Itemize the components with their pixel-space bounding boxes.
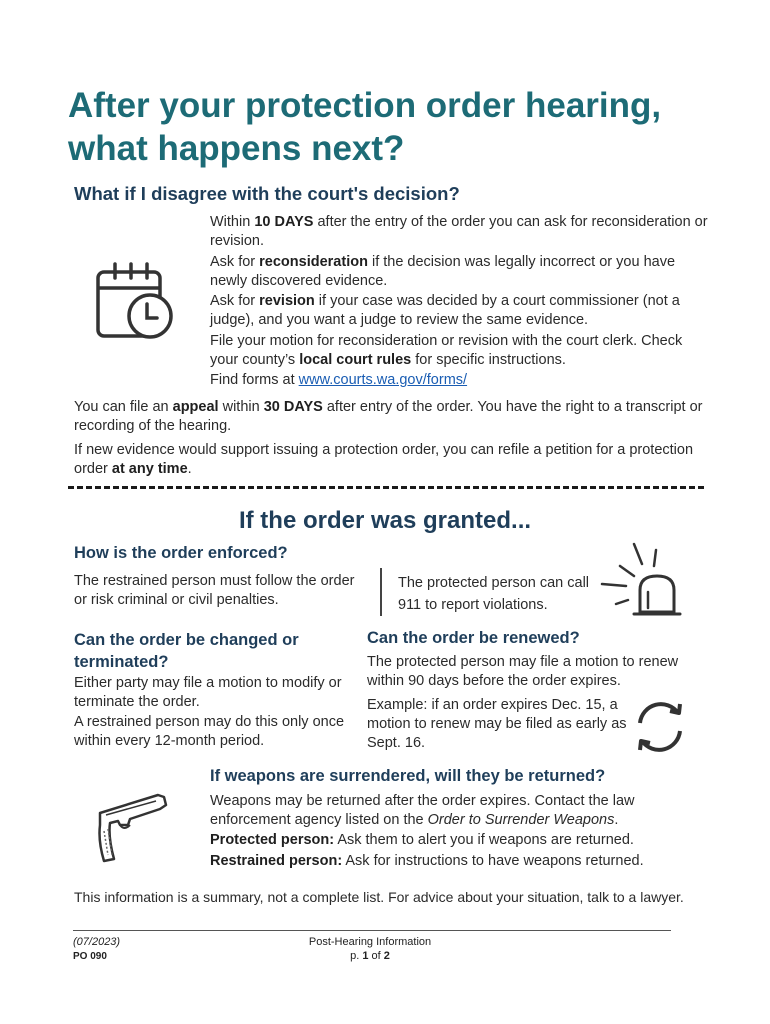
forms-link[interactable]: www.courts.wa.gov/forms/	[298, 372, 468, 388]
siren-icon	[600, 540, 690, 620]
appeal-paragraph: You can file an appeal within 30 DAYS after entry of the order. You have the right to a transcript or recording of the hearing.	[74, 399, 703, 434]
handgun-icon	[96, 785, 176, 865]
weapons-heading: If weapons are surrendered, will they be returned?	[210, 767, 606, 785]
changed-p2: A restrained person may do this only once within every 12-month period.	[74, 714, 345, 749]
footer-title: Post-Hearing Information	[308, 936, 432, 948]
section-divider	[68, 486, 704, 489]
page-title: After your protection order hearing, what happens next?	[68, 86, 662, 168]
granted-heading: If the order was granted...	[238, 507, 532, 534]
disagree-p3: Ask for revision if your case was decided by a court commissioner (not a judge), and you want a judge to review the same evidence.	[210, 293, 680, 328]
renewed-heading: Can the order be renewed?	[367, 629, 580, 647]
enforced-left: The restrained person must follow the order or risk criminal or civil penalties.	[74, 573, 355, 608]
weapons-p3: Restrained person: Ask for instructions to have weapons returned.	[210, 853, 644, 869]
disagree-p5: Find forms at www.courts.wa.gov/forms/	[210, 372, 468, 388]
changed-heading: Can the order be changed or terminated?	[74, 631, 299, 671]
enforced-heading: How is the order enforced?	[74, 544, 288, 562]
renew-arrows-icon	[630, 697, 690, 757]
disagree-p1: Within 10 DAYS after the entry of the order you can ask for reconsideration or revision.	[210, 214, 708, 249]
changed-p1: Either party may file a motion to modify or terminate the order.	[74, 675, 342, 710]
weapons-p1: Weapons may be returned after the order expires. Contact the law enforcement agency listed on the Order to Surrender Weapons.	[210, 793, 635, 828]
footer-form-number: PO 090	[73, 951, 107, 962]
disagree-p4: File your motion for reconsideration or revision with the court clerk. Check your county’s local court rules for specific instructions.	[210, 333, 683, 368]
enforced-divider	[380, 568, 382, 616]
footer-page-number: p. 1 of 2	[350, 950, 390, 962]
summary-note: This information is a summary, not a complete list. For advice about your situation, talk to a lawyer.	[74, 889, 684, 905]
renewed-p1: The protected person may file a motion to renew within 90 days before the order expires.	[367, 654, 679, 689]
footer-date: (07/2023)	[73, 936, 121, 948]
weapons-p2: Protected person: Ask them to alert you if weapons are returned.	[210, 832, 634, 848]
footer-divider	[73, 930, 671, 931]
disagree-p2: Ask for reconsideration if the decision was legally incorrect or you have newly discovered evidence.	[210, 254, 676, 289]
refile-paragraph: If new evidence would support issuing a protection order, you can refile a petition for a protection order at any time.	[74, 442, 694, 477]
renewed-p2: Example: if an order expires Dec. 15, a motion to renew may be filed as early as Sept. 16.	[367, 697, 627, 751]
disagree-heading: What if I disagree with the court's decision?	[74, 183, 460, 204]
enforced-right: The protected person can call 911 to report violations.	[398, 575, 590, 613]
calendar-clock-icon	[95, 262, 177, 340]
